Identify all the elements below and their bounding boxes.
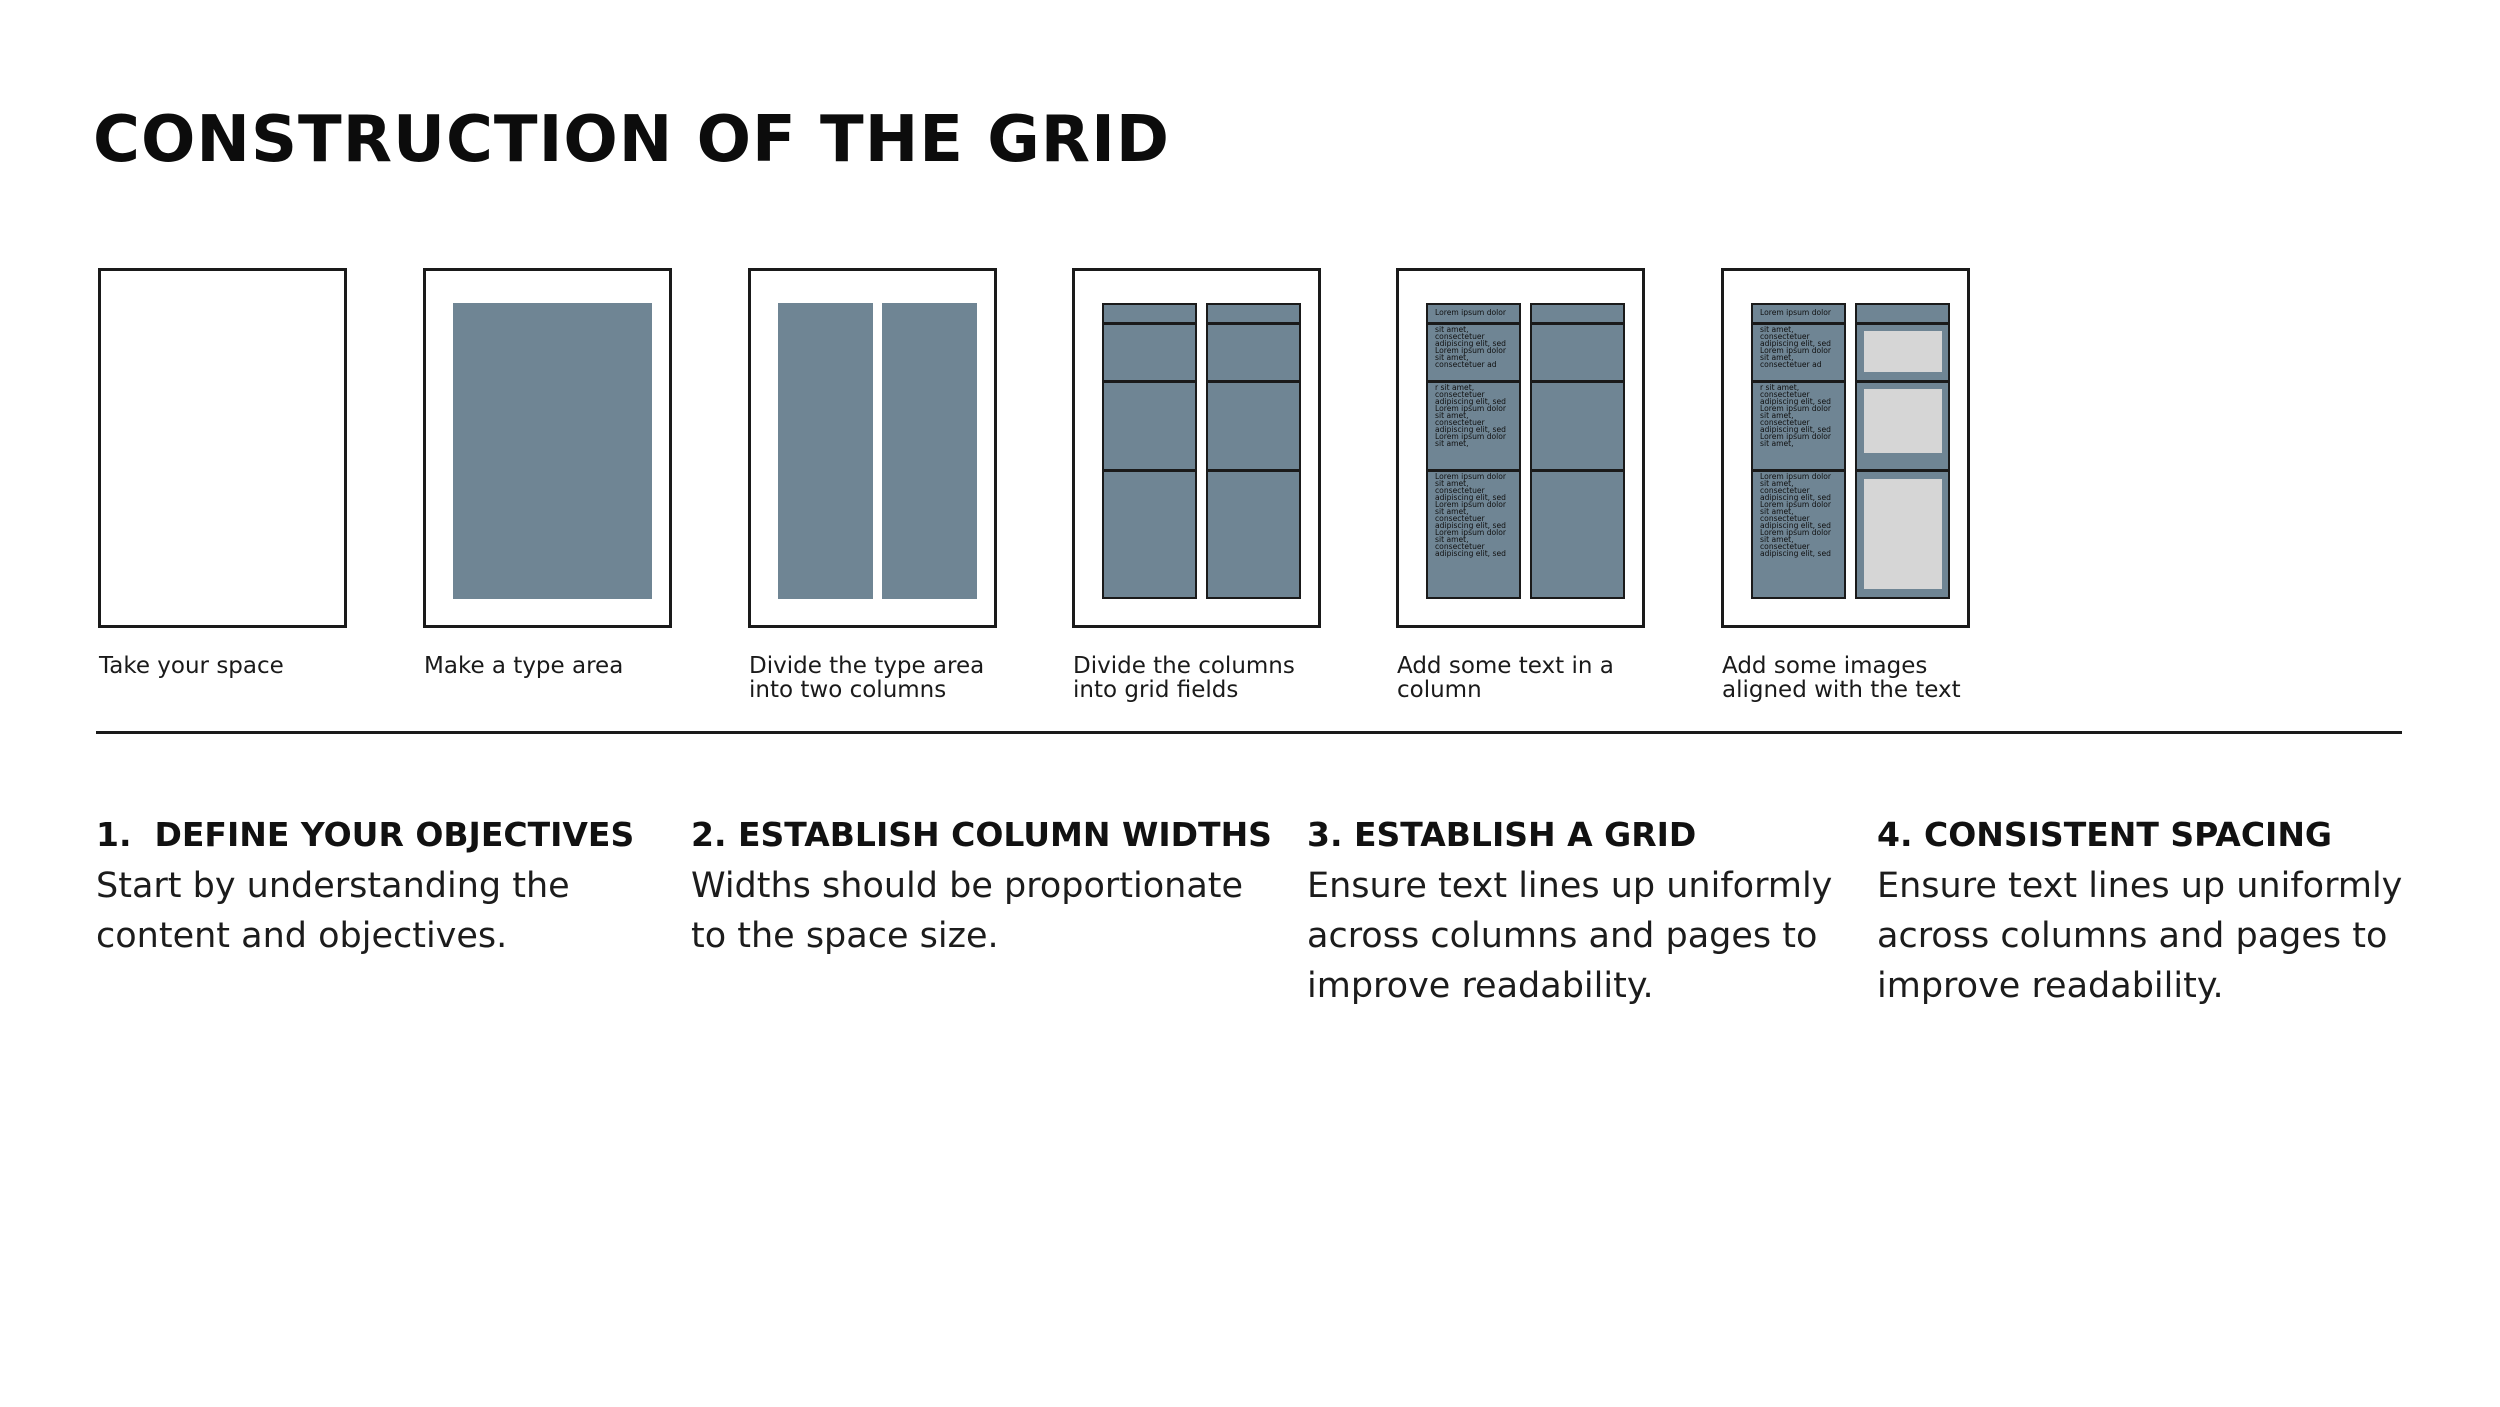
grid-field-line [1428, 380, 1519, 383]
column-left [1102, 303, 1197, 599]
grid-field-line [1857, 469, 1948, 472]
grid-field-line [1532, 322, 1623, 325]
page-frame [1721, 268, 1970, 628]
grid-field-line [1753, 322, 1844, 325]
principle-heading: 3. ESTABLISH A GRID [1307, 815, 1697, 854]
image-placeholder [1864, 331, 1942, 372]
column-right [1206, 303, 1301, 599]
column-right [1530, 303, 1625, 599]
principle-establish-grid [1307, 815, 1867, 1011]
step-caption: Divide the type area into two columns [749, 653, 985, 703]
sample-text: Lorem ipsum dolor sit amet, consectetuer adipiscing elit, sed Lorem ipsum dolor sit amet, consectetuer adipiscing elit, sed Lorem ipsum dolor sit amet, consectetuer adipiscing elit, sed [1435, 473, 1507, 558]
grid-field-line [1104, 380, 1195, 383]
principle-body: Start by understanding the content and objectives. [96, 866, 570, 956]
page-title: CONSTRUCTION OF THE GRID [93, 103, 1170, 177]
principle-body: Widths should be proportionate to the space size. [691, 866, 1244, 956]
sample-text: Lorem ipsum dolor [1435, 309, 1507, 317]
sample-text: r sit amet, consectetuer adipiscing elit, sed Lorem ipsum dolor sit amet, consectetuer adipiscing elit, sed Lorem ipsum dolor sit amet, [1760, 384, 1832, 448]
column-left [1426, 303, 1521, 599]
principle-body: Ensure text lines up uniformly across columns and pages to improve readability. [1307, 866, 1833, 1006]
sample-text: r sit amet, consectetuer adipiscing elit, sed Lorem ipsum dolor sit amet, consectetuer adipiscing elit, sed Lorem ipsum dolor sit amet, [1435, 384, 1507, 448]
grid-field-line [1208, 322, 1299, 325]
page-frame [423, 268, 672, 628]
grid-field-line [1208, 380, 1299, 383]
column-left [1751, 303, 1846, 599]
sample-text: Lorem ipsum dolor [1760, 309, 1832, 317]
principle-heading: 2. ESTABLISH COLUMN WIDTHS [691, 815, 1272, 854]
grid-field-line [1104, 469, 1195, 472]
principle-consistent-spacing [1877, 815, 2437, 1011]
step-caption: Divide the columns into grid fields [1073, 653, 1295, 703]
image-placeholder [1864, 479, 1942, 589]
grid-field-line [1753, 469, 1844, 472]
grid-field-line [1857, 380, 1948, 383]
section-divider [96, 731, 2402, 734]
sample-text: sit amet, consectetuer adipiscing elit, sed Lorem ipsum dolor sit amet, consectetuer ad [1760, 326, 1832, 369]
step-caption: Make a type area [424, 653, 624, 679]
step-caption: Take your space [99, 653, 284, 679]
grid-field-line [1104, 322, 1195, 325]
sample-text: sit amet, consectetuer adipiscing elit, sed Lorem ipsum dolor sit amet, consectetuer ad [1435, 326, 1507, 369]
grid-field-line [1753, 380, 1844, 383]
page-frame [98, 268, 347, 628]
page-frame [748, 268, 997, 628]
image-placeholder [1864, 389, 1942, 453]
grid-field-line [1532, 469, 1623, 472]
type-area [453, 303, 652, 599]
grid-field-line [1208, 469, 1299, 472]
step-caption: Add some text in a column [1397, 653, 1614, 703]
step-caption: Add some images aligned with the text [1722, 653, 1961, 703]
grid-field-line [1532, 380, 1623, 383]
principle-heading: 4. CONSISTENT SPACING [1877, 815, 2333, 854]
column-right [882, 303, 977, 599]
page-frame [1072, 268, 1321, 628]
principle-heading: 1. DEFINE YOUR OBJECTIVES [96, 815, 635, 854]
principle-body: Ensure text lines up uniformly across columns and pages to improve readability. [1877, 866, 2403, 1006]
sample-text: Lorem ipsum dolor sit amet, consectetuer adipiscing elit, sed Lorem ipsum dolor sit amet, consectetuer adipiscing elit, sed Lorem ipsum dolor sit amet, consectetuer adipiscing elit, sed [1760, 473, 1832, 558]
column-left [778, 303, 873, 599]
grid-field-line [1857, 322, 1948, 325]
page-frame [1396, 268, 1645, 628]
principle-column-widths [691, 815, 1272, 961]
column-right [1855, 303, 1950, 599]
grid-field-line [1428, 469, 1519, 472]
principle-define-objectives [96, 815, 656, 961]
grid-field-line [1428, 322, 1519, 325]
